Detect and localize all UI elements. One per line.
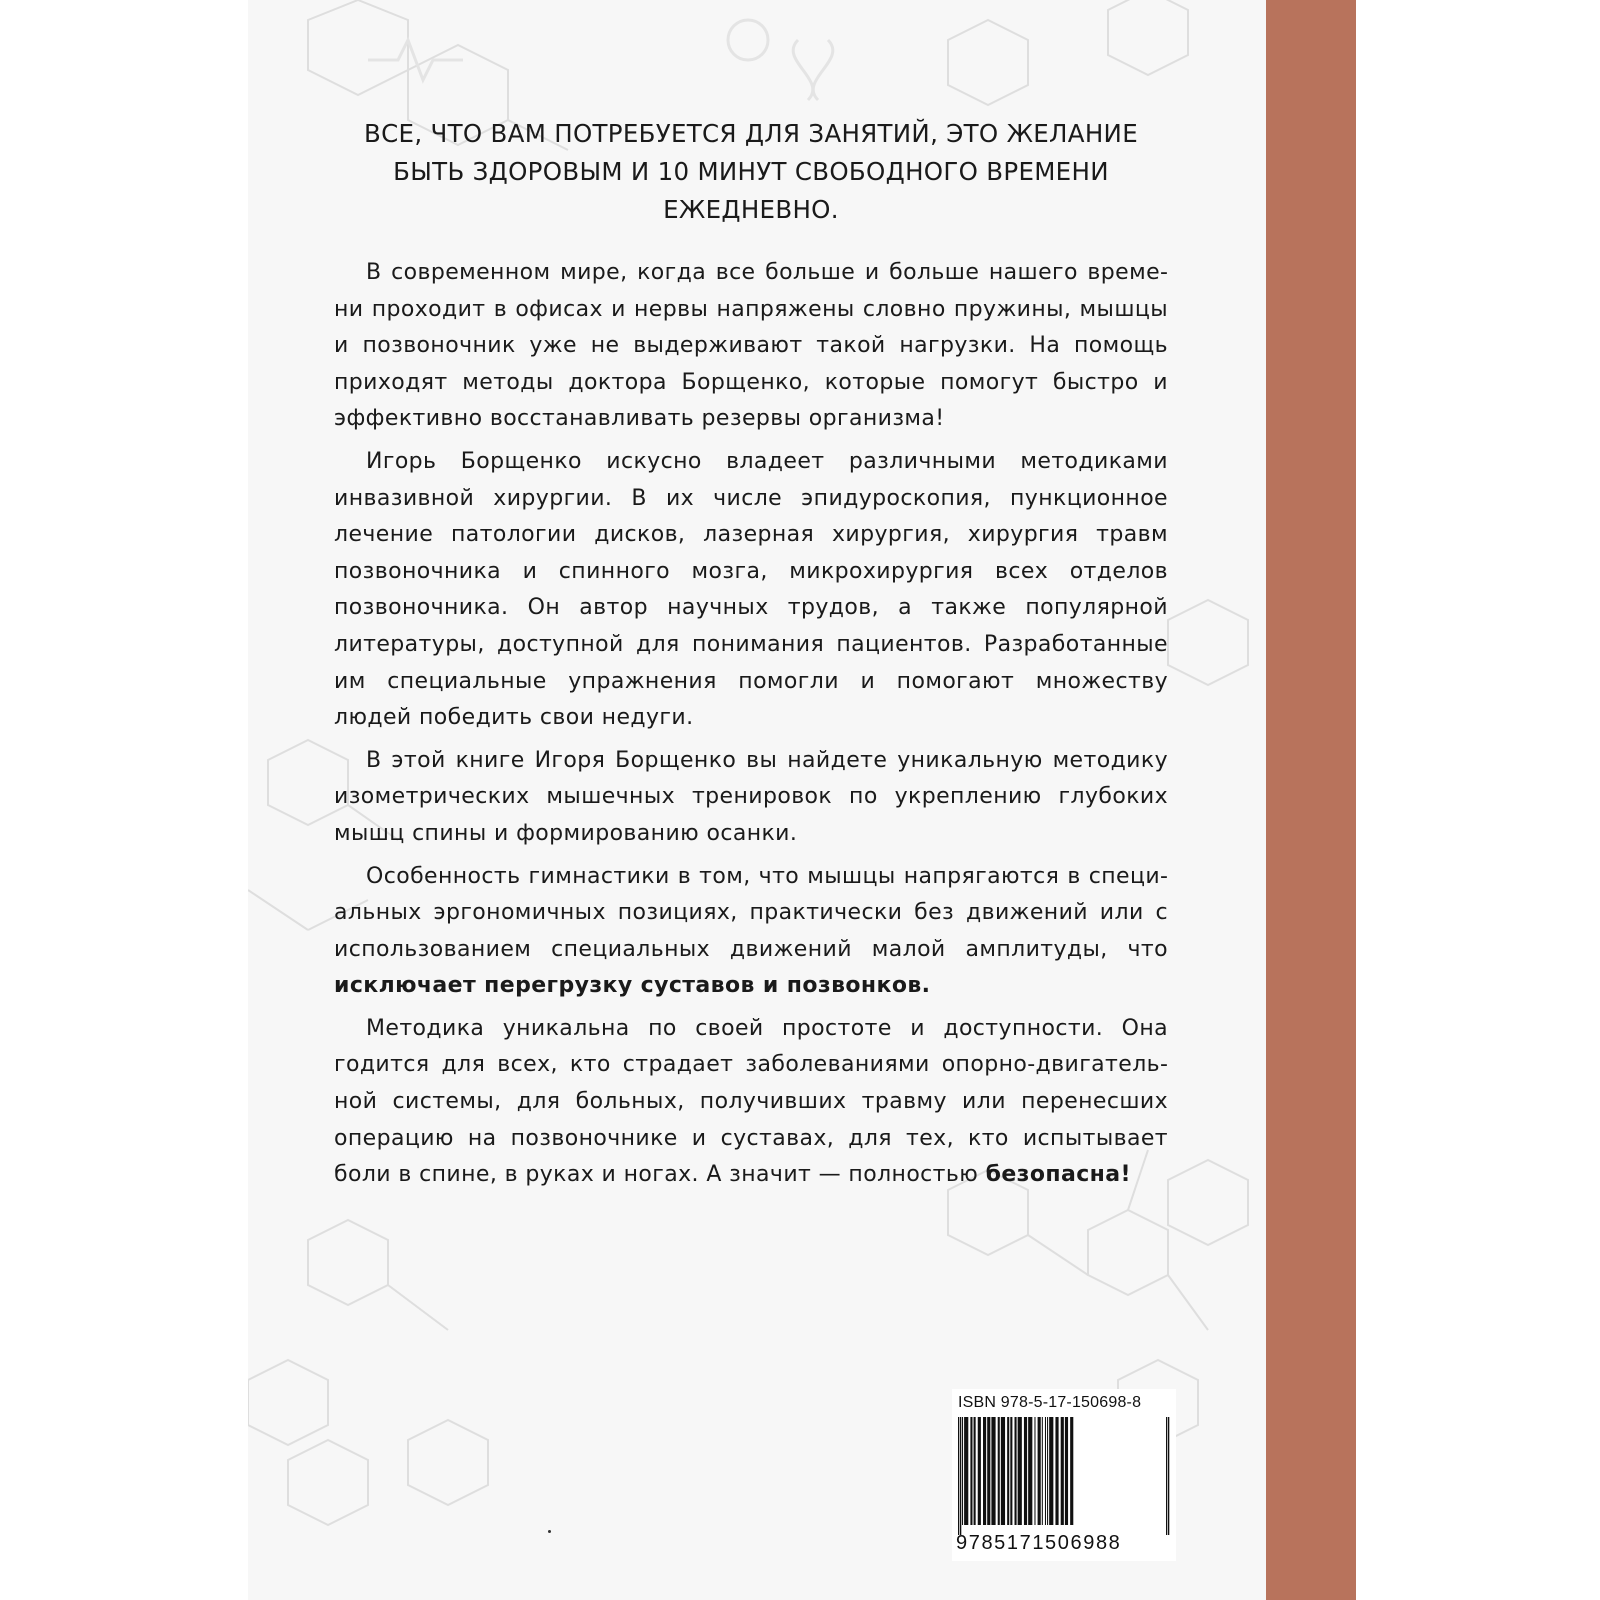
barcode-bar [1018,1417,1022,1525]
barcode-digits: 9785171506988 [956,1532,1122,1554]
paragraph-author: Игорь Борщенко искусно владеет различными методиками инвазивной хирургии. В их числе эпидуроскопия, пункционное лечение патологии дисков, лазерная хирургия, хирургия травм позвоночника и спинного мозга, микрохирургия всех отделов позвоночника. Он автор научных трудов, а также популярной литературы, доступной для понимания пациентов. Разработанные им специальные упражнения помогли и помогают множеству людей победить свои недуги. [334,448,1168,731]
paragraph-safety-bold: безопасна! [985,1162,1131,1188]
barcode-bar [1049,1417,1053,1525]
barcode-bar [978,1417,981,1525]
barcode-bar [964,1417,968,1525]
barcode-bar [974,1417,976,1525]
barcode-bar [1038,1417,1041,1525]
barcode-bar [1007,1417,1009,1525]
isbn-label: ISBN 978-5-17-150698-8 [958,1394,1142,1411]
barcode-bar [983,1417,986,1525]
barcode-guard-bar [1166,1417,1167,1535]
isbn-barcode-block [952,1389,1176,1561]
barcode-guard-bar [1168,1417,1169,1535]
barcode-bar [1028,1417,1032,1525]
barcode-bar [991,1417,995,1525]
barcode-bar [1034,1417,1035,1525]
barcode-bar [1061,1417,1064,1525]
paragraph-feature-text: Особенность гимнастики в том, что мышцы напрягаются в специальных эргономичных позициях, практически без движений или с использованием специальных движений малой амплитуды, что [334,863,1168,962]
barcode-guard-bar [960,1417,961,1535]
headline: ВСЕ, ЧТО ВАМ ПОТРЕБУЕТСЯ ДЛЯ ЗАНЯТИЙ, ЭТО ЖЕЛАНИЕ БЫТЬ ЗДОРОВЫМ И 10 МИНУТ СВОБОДНОГО ВРЕМЕНИ ЕЖЕДНЕВНО. [364,119,1138,224]
barcode [956,1417,1172,1535]
barcode-bar [998,1417,1000,1525]
barcode-guard-bar [958,1417,959,1535]
barcode-bar [1042,1417,1043,1525]
paragraph-book: В этой книге Игоря Борщенко вы найдете уникальную методику изометрических мышечных тренировок по укреплению глубоких мышц спины и формированию осанки. [334,747,1168,846]
paragraph-feature [334,859,1168,1005]
barcode-bar [1001,1417,1005,1525]
paragraph-safety [334,1011,1168,1194]
barcode-bar [1015,1417,1017,1525]
barcode-bar [1010,1417,1012,1525]
spine-color-strip [1266,0,1356,1600]
barcode-bar [1055,1417,1058,1525]
barcode-bar [1065,1417,1068,1525]
paragraph-safety-text: Методика уникальна по своей простоте и доступности. Она годится для всех, кто страдает заболеваниями опорно-двигательной системы, для больных, получивших травму или перенесших операцию на позвоночнике и суставах, для тех, кто испытывает боли в спине, в руках и ногах. А значит — полностью [334,1015,1168,1188]
paragraph-intro: В современном мире, когда все больше и больше нашего времени проходит в офисах и нервы напряжены словно пружины, мышцы и позвоночник уже не выдерживают такой нагрузки. На помощь приходят методы доктора Борщенко, которые помогут быстро и эффективно восстанавливать резервы организма! [334,260,1168,432]
back-cover-text [334,115,1168,1200]
barcode-bar [987,1417,990,1525]
print-dot [548,1530,551,1533]
barcode-bar [1070,1417,1073,1525]
barcode-bar [1024,1417,1027,1525]
barcode-bar [970,1417,972,1525]
paragraph-feature-bold: исключает перегрузку суставов и позвонков. [334,973,931,999]
barcode-bar [1045,1417,1046,1525]
barcode-bar [962,1417,963,1525]
barcode-bar [1047,1417,1048,1525]
